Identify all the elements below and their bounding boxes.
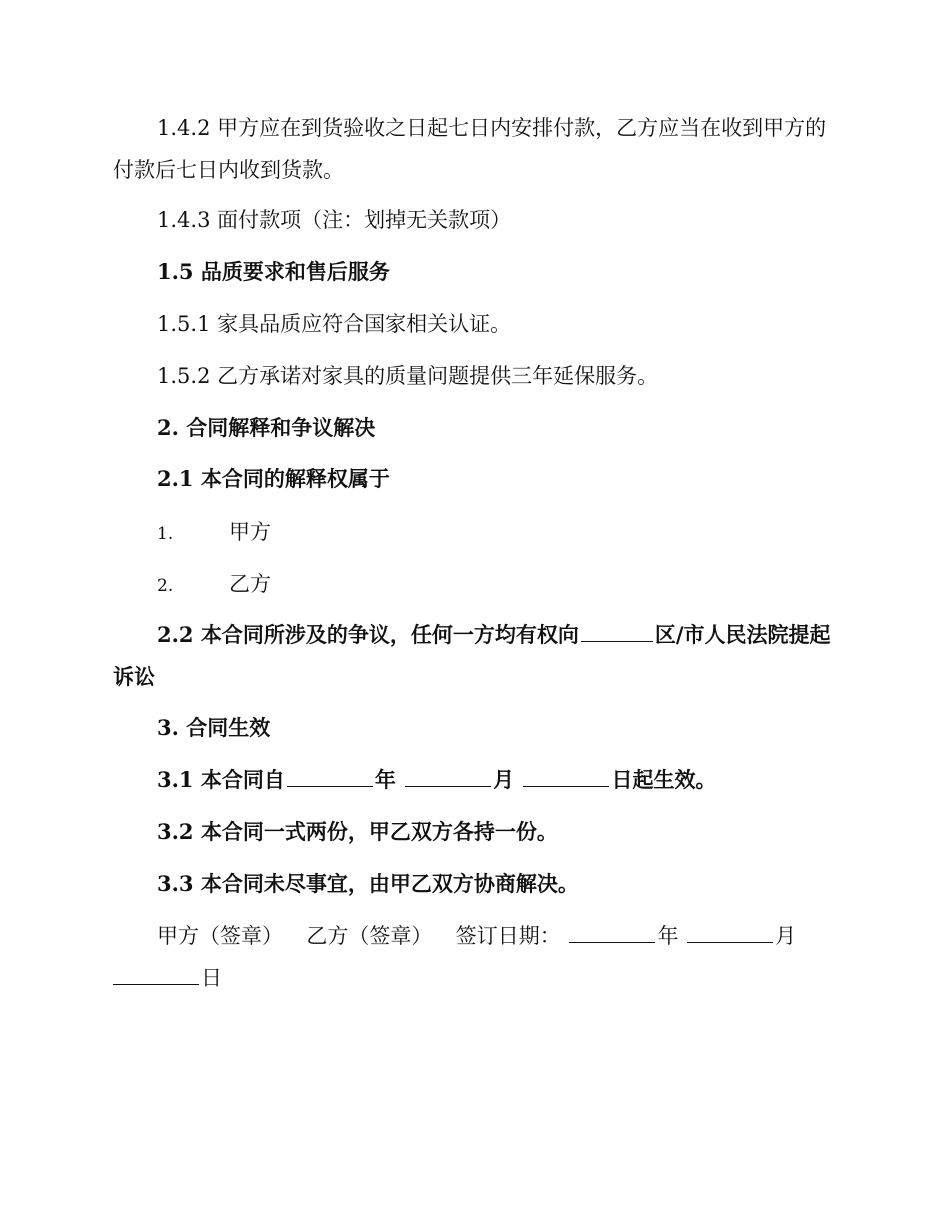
heading-2-1: 2.1 本合同的解释权属于 [157,466,390,491]
option-label: 乙方 [229,572,271,596]
para-1-5-1 [157,310,511,338]
clause-number: 1.5.2 [157,364,211,388]
para-1-4-3 [157,206,511,234]
clause-text: 面付款项（注：划掉无关款项） [217,208,512,232]
para-1-4-2-line2 [113,156,344,184]
clause-text: 家具品质应符合国家相关认证。 [217,312,512,336]
sign-month-label: 月 [775,924,797,948]
month-label: 月 [493,767,515,792]
option-number: 1. [157,524,174,544]
clause-number: 1.5.1 [157,312,211,336]
clause-text: 2.2 本合同所涉及的争议，任何一方均有权向 [157,622,579,647]
para-2-2-line1 [157,621,831,649]
heading-2: 2. 合同解释和争议解决 [157,415,376,440]
option-number: 2. [157,576,174,596]
sign-day-blank [113,964,199,985]
signature-line-2 [113,964,222,992]
day-label: 日起生效。 [611,767,717,792]
party-a-seal: 甲方（签章） [157,924,283,948]
option-2 [157,570,271,600]
party-b-seal: 乙方（签章） [306,924,433,948]
para-1-5-2 [157,362,658,390]
para-1-4-2-line1 [157,114,826,142]
sign-year-blank [569,922,655,943]
clause-text-cont: 付款后七日内收到货款。 [113,158,344,182]
sign-date-label: 签订日期： [455,924,561,948]
year-blank [287,766,373,787]
sign-day-label: 日 [201,966,222,990]
signature-line [157,922,796,950]
month-blank [405,766,491,787]
clause-number: 1.4.3 [157,208,211,232]
sign-month-blank [687,922,773,943]
para-3-1 [157,766,716,794]
sign-year-label: 年 [657,924,679,948]
para-3-3: 3.3 本合同未尽事宜，由甲乙双方协商解决。 [157,871,579,896]
year-label: 年 [374,767,396,792]
para-2-2-line2: 诉讼 [113,664,155,689]
option-label: 甲方 [229,520,271,544]
heading-1-5: 1.5 品质要求和售后服务 [157,259,390,284]
para-3-2: 3.2 本合同一式两份，甲乙双方各持一份。 [157,819,558,844]
court-blank [581,621,653,642]
heading-3: 3. 合同生效 [157,715,271,740]
clause-text: 乙方承诺对家具的质量问题提供三年延保服务。 [217,364,659,388]
clause-number: 1.4.2 [157,116,211,140]
clause-text: 3.1 本合同自 [157,767,285,792]
clause-text: 甲方应在到货验收之日起七日内安排付款，乙方应当在收到甲方的 [217,116,827,140]
option-1 [157,518,271,548]
day-blank [523,766,609,787]
clause-text: 区/市人民法院提起 [654,622,831,647]
